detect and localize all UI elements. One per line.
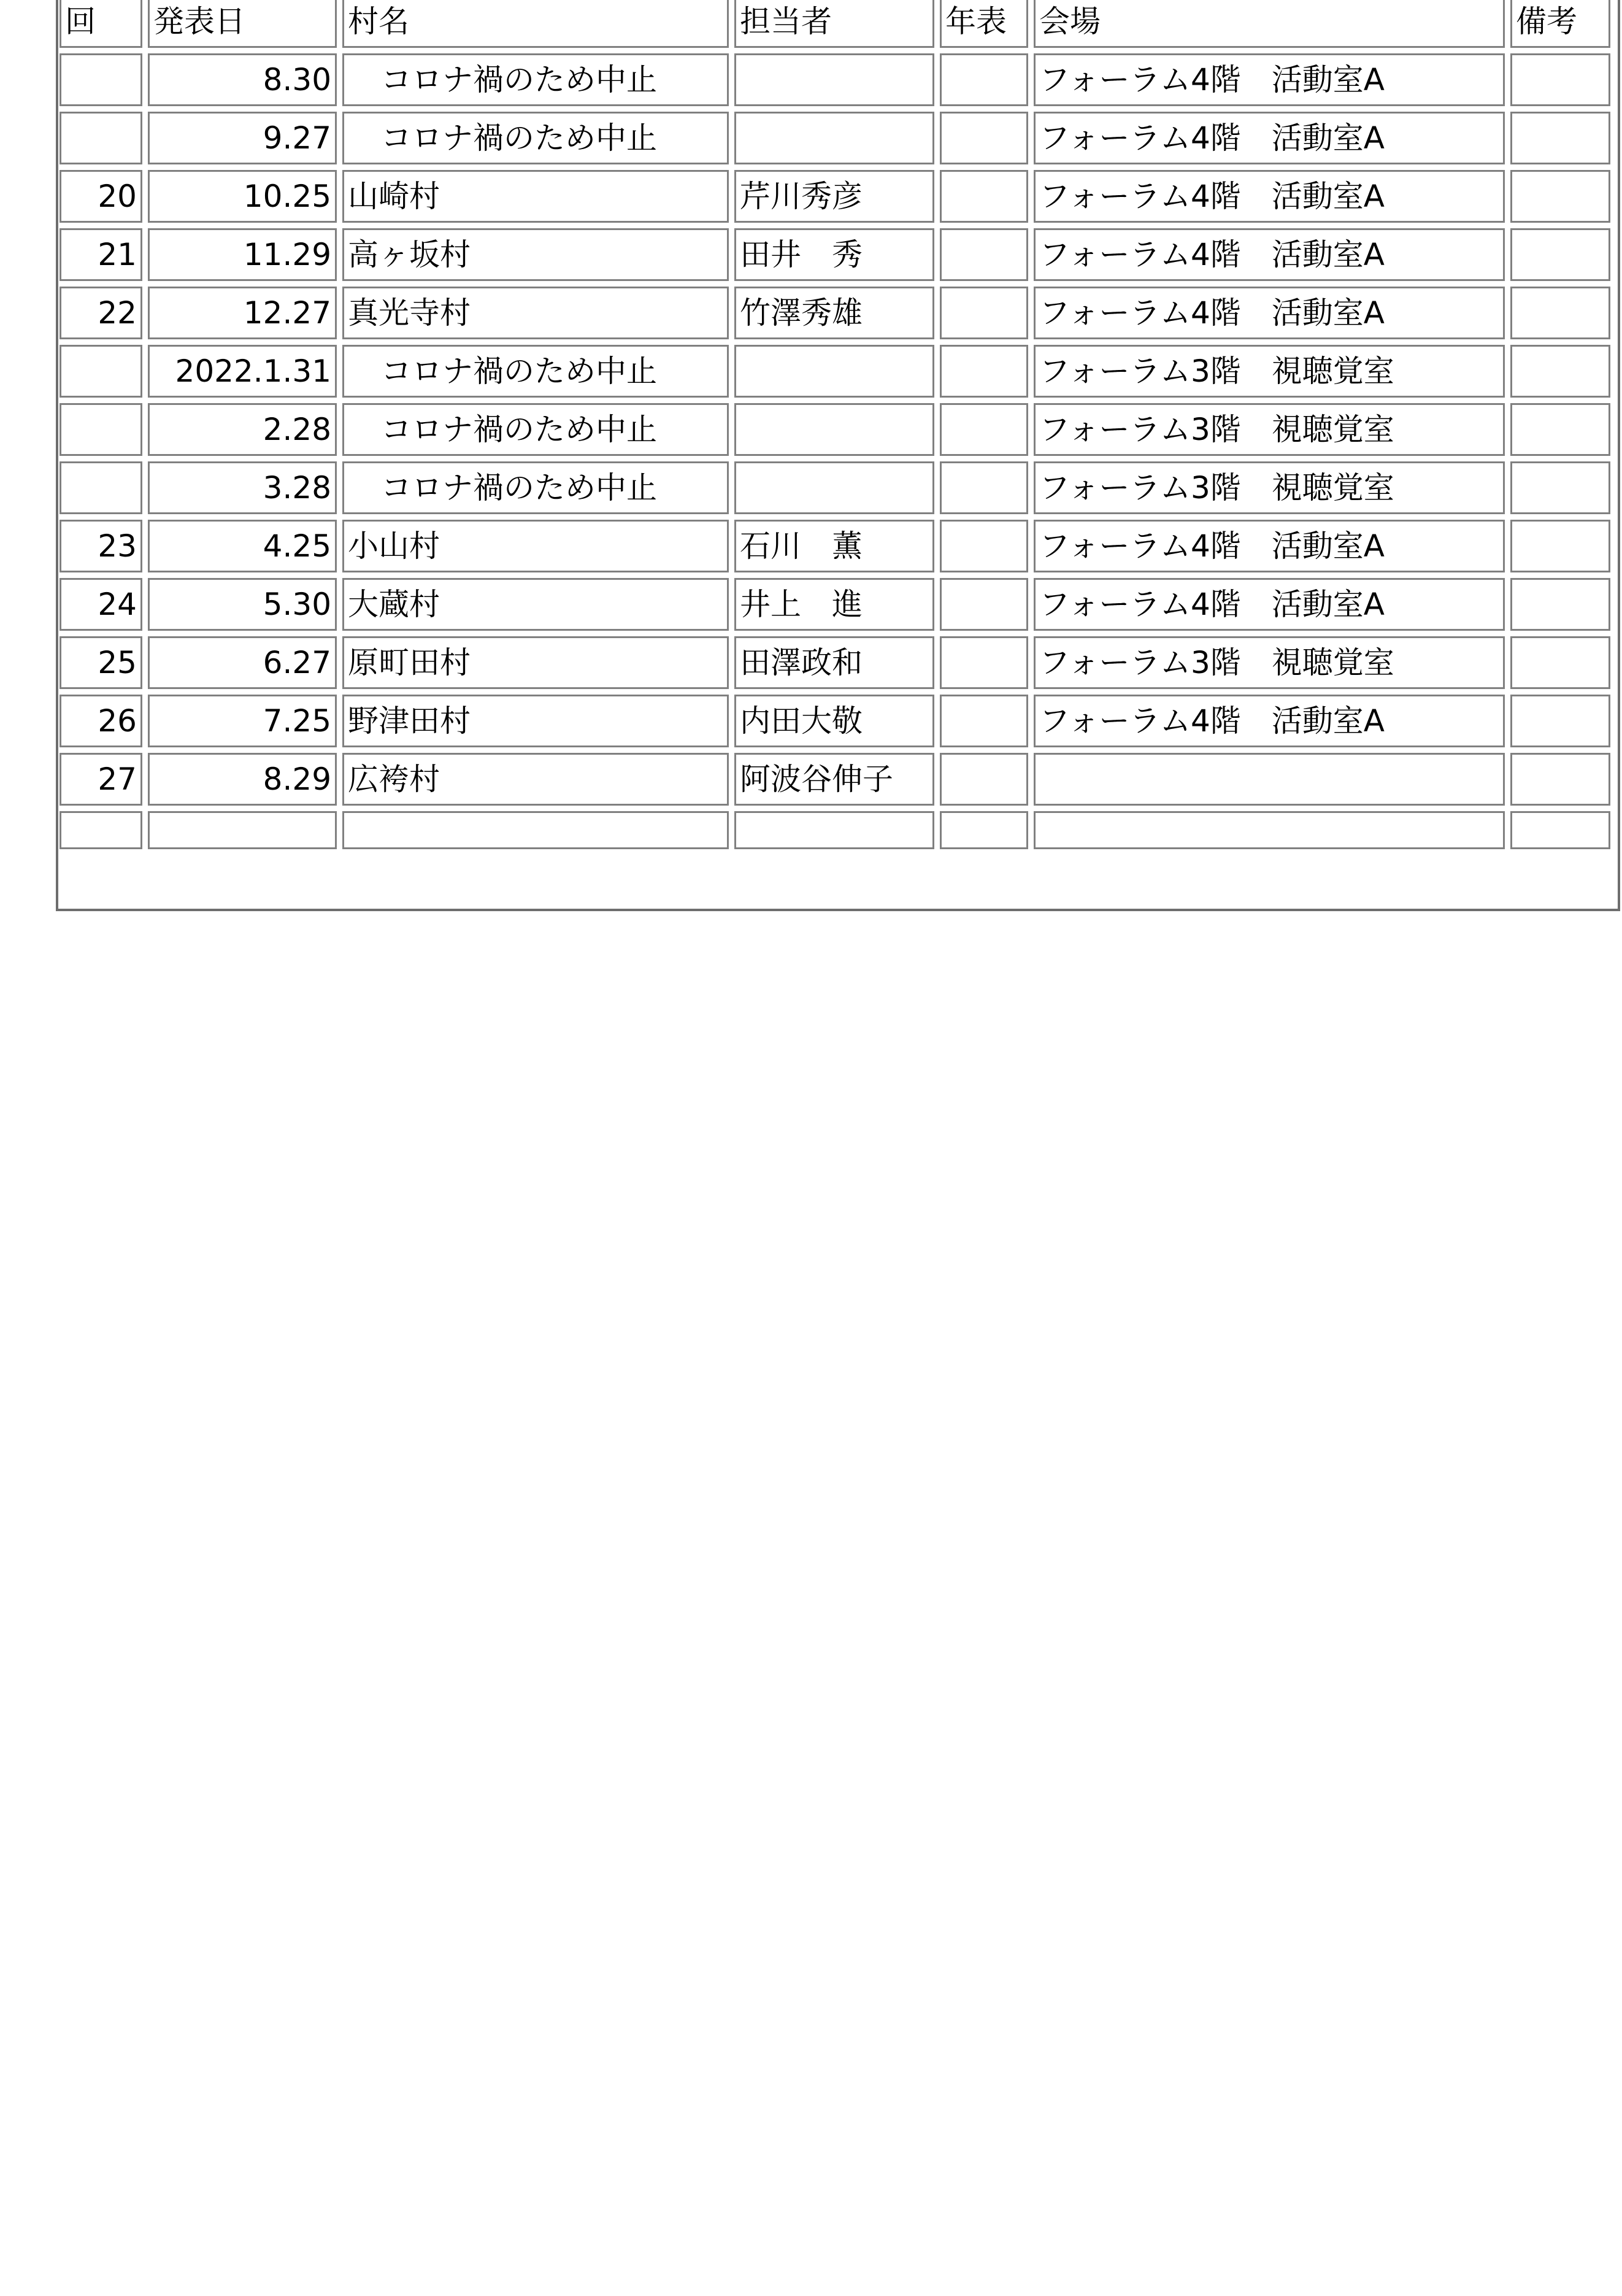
- table-row: [60, 53, 1610, 106]
- table-row: [60, 811, 1610, 849]
- cell-tanto: [734, 461, 934, 514]
- cell-date: 10.25: [148, 170, 337, 223]
- cell-mura: 広袴村: [342, 753, 729, 806]
- cell-kaijo: フォーラム3階 視聴覚室: [1034, 461, 1505, 514]
- cell-tanto: 石川 薫: [734, 520, 934, 572]
- table-row: [60, 753, 1610, 806]
- cell-kai: 22: [60, 287, 142, 339]
- cell-kai: [60, 461, 142, 514]
- cell-date: 8.30: [148, 53, 337, 106]
- cell-nenpyo: [940, 636, 1028, 689]
- cell-nenpyo: [940, 578, 1028, 631]
- cell-tanto: 芹川秀彦: [734, 170, 934, 223]
- cell-kaijo: [1034, 811, 1505, 849]
- cell-kai: 25: [60, 636, 142, 689]
- cell-biko: [1510, 578, 1610, 631]
- cell-mura: 真光寺村: [342, 287, 729, 339]
- cell-biko: [1510, 403, 1610, 456]
- cell-mura: 大蔵村: [342, 578, 729, 631]
- header-mura: 村名: [342, 0, 729, 48]
- cell-mura: 野津田村: [342, 695, 729, 747]
- cell-nenpyo: [940, 53, 1028, 106]
- table-row: [60, 287, 1610, 339]
- cell-kai: 21: [60, 228, 142, 281]
- table-row: [60, 112, 1610, 164]
- cell-tanto: [734, 345, 934, 398]
- table-row: [60, 403, 1610, 456]
- table-row: [60, 461, 1610, 514]
- cell-kai: [60, 53, 142, 106]
- cell-kai: 23: [60, 520, 142, 572]
- table-row: [60, 695, 1610, 747]
- cell-kai: 26: [60, 695, 142, 747]
- cell-biko: [1510, 520, 1610, 572]
- cell-nenpyo: [940, 112, 1028, 164]
- cell-date: 4.25: [148, 520, 337, 572]
- cell-tanto: [734, 53, 934, 106]
- cell-mura: コロナ禍のため中止: [342, 345, 729, 398]
- cell-kai: 24: [60, 578, 142, 631]
- cell-date: 2.28: [148, 403, 337, 456]
- cell-kai: 27: [60, 753, 142, 806]
- cell-tanto: [734, 403, 934, 456]
- cell-kaijo: フォーラム3階 視聴覚室: [1034, 636, 1505, 689]
- cell-biko: [1510, 112, 1610, 164]
- cell-date: 7.25: [148, 695, 337, 747]
- cell-biko: [1510, 695, 1610, 747]
- cell-tanto: [734, 112, 934, 164]
- cell-biko: [1510, 753, 1610, 806]
- table-row: [60, 345, 1610, 398]
- cell-nenpyo: [940, 170, 1028, 223]
- cell-biko: [1510, 636, 1610, 689]
- cell-date: 5.30: [148, 578, 337, 631]
- cell-tanto: [734, 811, 934, 849]
- cell-nenpyo: [940, 695, 1028, 747]
- header-row: [60, 0, 1610, 48]
- cell-kaijo: フォーラム4階 活動室A: [1034, 578, 1505, 631]
- cell-nenpyo: [940, 811, 1028, 849]
- table-row: [60, 636, 1610, 689]
- cell-kaijo: フォーラム4階 活動室A: [1034, 112, 1505, 164]
- cell-date: 11.29: [148, 228, 337, 281]
- cell-kaijo: フォーラム4階 活動室A: [1034, 287, 1505, 339]
- cell-mura: コロナ禍のため中止: [342, 53, 729, 106]
- cell-kai: [60, 112, 142, 164]
- table-row: [60, 578, 1610, 631]
- cell-biko: [1510, 53, 1610, 106]
- header-date: 発表日: [148, 0, 337, 48]
- schedule-table: [54, 0, 1616, 855]
- cell-biko: [1510, 345, 1610, 398]
- cell-mura: コロナ禍のため中止: [342, 403, 729, 456]
- header-nenpyo: 年表: [940, 0, 1028, 48]
- cell-biko: [1510, 228, 1610, 281]
- cell-nenpyo: [940, 461, 1028, 514]
- cell-tanto: 田井 秀: [734, 228, 934, 281]
- cell-biko: [1510, 811, 1610, 849]
- cell-nenpyo: [940, 228, 1028, 281]
- cell-date: 9.27: [148, 112, 337, 164]
- cell-kaijo: フォーラム4階 活動室A: [1034, 695, 1505, 747]
- header-tanto: 担当者: [734, 0, 934, 48]
- cell-date: 12.27: [148, 287, 337, 339]
- cell-nenpyo: [940, 520, 1028, 572]
- cell-kai: [60, 811, 142, 849]
- header-kaijo: 会場: [1034, 0, 1505, 48]
- cell-mura: 小山村: [342, 520, 729, 572]
- cell-kaijo: フォーラム4階 活動室A: [1034, 53, 1505, 106]
- cell-tanto: 内田大敬: [734, 695, 934, 747]
- cell-date: 8.29: [148, 753, 337, 806]
- cell-kaijo: [1034, 753, 1505, 806]
- cell-date: 6.27: [148, 636, 337, 689]
- cell-biko: [1510, 170, 1610, 223]
- cell-kai: [60, 345, 142, 398]
- cell-tanto: 竹澤秀雄: [734, 287, 934, 339]
- cell-date: 3.28: [148, 461, 337, 514]
- cell-nenpyo: [940, 753, 1028, 806]
- header-kai: 回: [60, 0, 142, 48]
- table-row: [60, 520, 1610, 572]
- cell-tanto: 阿波谷伸子: [734, 753, 934, 806]
- cell-mura: コロナ禍のため中止: [342, 461, 729, 514]
- cell-mura: [342, 811, 729, 849]
- cell-date: [148, 811, 337, 849]
- cell-mura: 高ヶ坂村: [342, 228, 729, 281]
- cell-mura: 山崎村: [342, 170, 729, 223]
- header-biko: 備考: [1510, 0, 1610, 48]
- cell-tanto: 田澤政和: [734, 636, 934, 689]
- cell-mura: コロナ禍のため中止: [342, 112, 729, 164]
- cell-mura: 原町田村: [342, 636, 729, 689]
- cell-kaijo: フォーラム4階 活動室A: [1034, 228, 1505, 281]
- table-row: [60, 228, 1610, 281]
- cell-nenpyo: [940, 287, 1028, 339]
- cell-date: 2022.1.31: [148, 345, 337, 398]
- cell-nenpyo: [940, 345, 1028, 398]
- table-row: [60, 170, 1610, 223]
- cell-biko: [1510, 287, 1610, 339]
- cell-tanto: 井上 進: [734, 578, 934, 631]
- cell-kaijo: フォーラム3階 視聴覚室: [1034, 345, 1505, 398]
- cell-biko: [1510, 461, 1610, 514]
- cell-kaijo: フォーラム4階 活動室A: [1034, 520, 1505, 572]
- cell-kai: 20: [60, 170, 142, 223]
- cell-kai: [60, 403, 142, 456]
- cell-nenpyo: [940, 403, 1028, 456]
- cell-kaijo: フォーラム4階 活動室A: [1034, 170, 1505, 223]
- cell-kaijo: フォーラム3階 視聴覚室: [1034, 403, 1505, 456]
